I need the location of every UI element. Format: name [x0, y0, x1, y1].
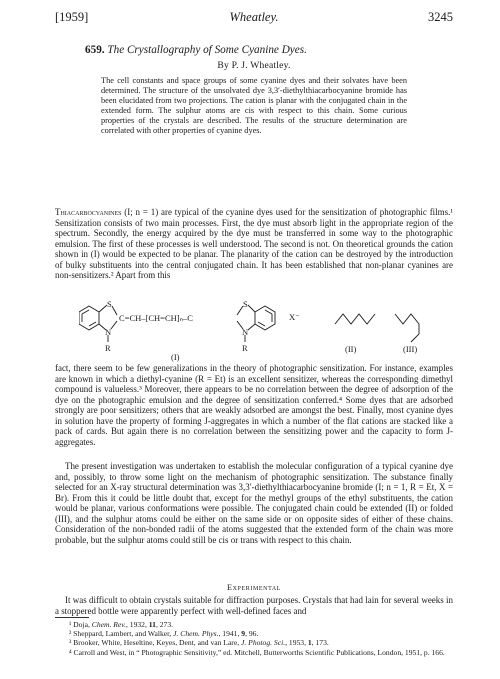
footnote-rule	[55, 617, 89, 618]
intro-paragraph	[55, 207, 453, 281]
body-paragraph-3: The present investigation was undertaken to establish the molecular configuration of a typical cyanine dye and, possibly, to throw some light on the mechanism of photographic sensitization. The substance finally selected for an X-ray structural determination was 3,3′-diethylthiacarbocyanine bromide (I; n = 1, R = Et, X = Br). From this it could be little doubt that, except for the methyl groups of the ethyl substituents, the cation would be planar, various conformations were possible. The conjugated chain could be extended (II) or folded (III), and the sulphur atoms could be either on the same side or on opposite sides of either of these chains. Consideration of the non-bonded radii of the atoms suggested that the extended form of the chain was more probable, but the sulphur atoms could still be cis or trans with respect to this chain.	[55, 461, 453, 545]
right-sulphur-label: S	[243, 299, 248, 309]
abstract: The cell constants and space groups of some cyanine dyes and their solvates have been determined. The structure of the unsolvated dye 3,3′-diethylthiacarbocyanine bromide has been elucidated from two projections. The cation is planar with the conjugated chain in the extended form. The sulphur atoms are cis with respect to this chain. Some curious properties of the crystals are described. The results of the structure determination are correlated with other properties of cyanine dyes.	[101, 76, 407, 135]
intro-lead-word: Thiacarbocyanines	[55, 207, 122, 217]
right-nitrogen-label: N	[242, 327, 249, 337]
footnotes	[55, 620, 453, 657]
structure-label-ii: (II)	[345, 344, 357, 354]
structure-formula-figure	[79, 290, 429, 362]
running-head-year: [1959]	[55, 10, 89, 24]
section-heading-experimental: Experimental	[226, 583, 282, 592]
body-paragraph-4: It was difficult to obtain crystals suitable for diffraction purposes. Crystals that had lain for several weeks in a stoppered bottle were apparently perfect with well-defined faces and	[55, 595, 453, 616]
left-r-label: R	[105, 343, 111, 353]
folded-chain-diagram	[395, 314, 419, 342]
running-head-author: Wheatley.	[229, 10, 279, 24]
structure-diagrams	[79, 290, 429, 362]
article-title-text: The Crystallography of Some Cyanine Dyes.	[107, 44, 307, 56]
structure-label-iii: (III)	[403, 344, 418, 354]
running-head	[55, 10, 453, 28]
structure-label-i: (I)	[171, 352, 180, 362]
extended-chain-diagram	[335, 314, 375, 324]
footnote-4: ⁴ Carroll and West, in “ Photographic Sensitivity,” ed. Mitchell, Butterworths Scientific Publications, London, 1951, p. 166.	[69, 647, 445, 657]
page-number: 3245	[428, 10, 453, 24]
intro-text: (I; n = 1) are typical of the cyanine dyes used for the sensitization of photographic films.¹ Sensitization consists of two main processes. First, the dye must absorb light in the appropriate region of the spectrum. Secondly, the energy acquired by the dye must be transferred in some way to the photographic emulsion. The first of these processes is well understood. The second is not. On theoretical grounds the cation shown in (I) would be expected to be planar. The planarity of the cation can be destroyed by the introduction of bulky substituents into the central conjugated chain. It has been established that non-planar cyanines are non-sensitizers.² Apart from this	[55, 207, 453, 281]
byline: By P. J. Wheatley.	[217, 60, 291, 71]
anion-label: X⁻	[289, 312, 300, 322]
left-nitrogen-label: N	[105, 327, 112, 337]
footnote-1: ¹ Doja, Chem. Rev., 1932, 11, 273.	[69, 620, 174, 629]
footnote-3: ³ Brooker, White, Heseltine, Keyes, Dent, and van Lare, J. Photog. Sci., 1953, 1, 173.	[69, 638, 329, 648]
footnote-2: ² Sheppard, Lambert, and Walker, J. Chem. Phys., 1941, 9, 96.	[69, 629, 259, 639]
chain-label: C=CH–[CH=CH]ₙ–C	[119, 313, 193, 323]
right-r-label: R	[242, 343, 248, 353]
article-number: 659.	[85, 44, 105, 56]
left-sulphur-label: S	[107, 299, 112, 309]
body-paragraph-2: fact, there seem to be few generalizations in the theory of photographic sensitization. For instance, examples are known in which a diethyl-cyanine (R = Et) is an excellent sensitizer, whereas the corresponding dimethyl compound is valueless.³ Moreover, there appears to be no correlation between the degree of adsorption of the dye on the photographic emulsion and the degree of sensitization conferred.⁴ Some dyes that are adsorbed strongly are poor sensitizers; others that are weakly adsorbed are amongst the best. Finally, most cyanine dyes in solution have the property of forming J-aggregates in which a number of the flat cations are stacked like a pack of cards. But again there is no correlation between the sensitizing power and the capacity to form J-aggregates.	[55, 363, 453, 447]
article-title	[85, 44, 307, 56]
